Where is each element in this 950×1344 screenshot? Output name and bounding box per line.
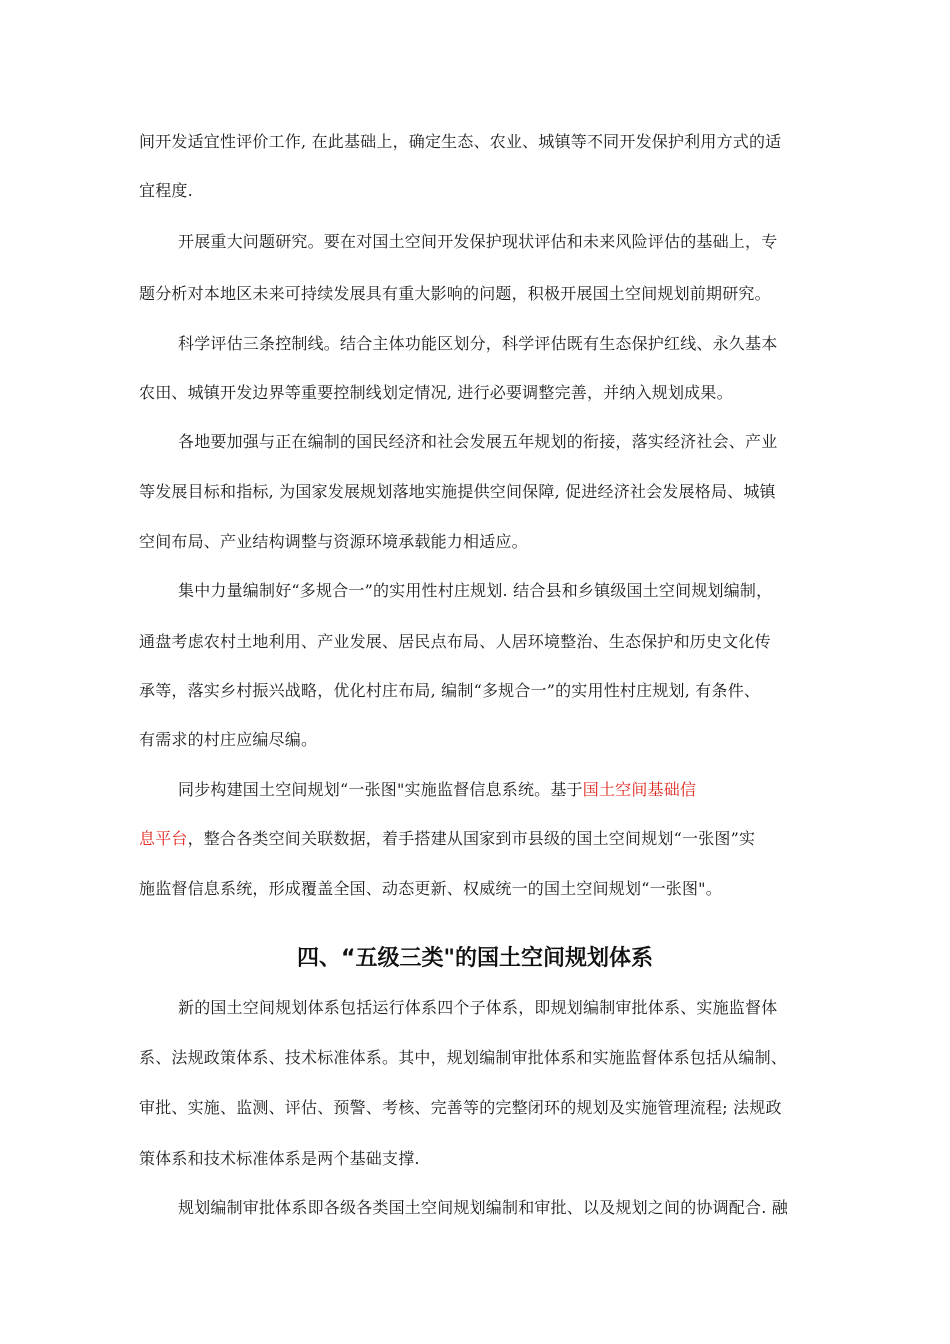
paragraph-line: 通盘考虑农村土地利用、产业发展、居民点布局、人居环境整治、生态保护和历史文化传 xyxy=(139,632,771,651)
paragraph-line: 承等，落实乡村振兴战略，优化村庄布局, 编制“多规合一”的实用性村庄规划, 有条件、 xyxy=(139,681,761,700)
paragraph-line: 审批、实施、监测、评估、预警、考核、完善等的完整闭环的规划及实施管理流程; 法规政 xyxy=(139,1098,782,1117)
paragraph-line: 农田、城镇开发边界等重要控制线划定情况, 进行必要调整完善，并纳入规划成果。 xyxy=(139,383,733,402)
paragraph-line: 等发展目标和指标, 为国家发展规划落地实施提供空间保障, 促进经济社会发展格局、城镇 xyxy=(139,482,776,501)
paragraph-line: 施监督信息系统，形成覆盖全国、动态更新、权威统一的国土空间规划“一张图"。 xyxy=(139,879,722,898)
paragraph-line: 各地要加强与正在编制的国民经济和社会发展五年规划的衔接，落实经济社会、产业 xyxy=(178,432,778,451)
paragraph-line: 空间布局、产业结构调整与资源环境承载能力相适应。 xyxy=(139,532,528,551)
paragraph-text: 同步构建国土空间规划“一张图"实施监督信息系统。基于 xyxy=(178,780,583,799)
paragraph-line xyxy=(178,780,696,800)
paragraph-line: 系、法规政策体系、技术标准体系。其中，规划编制审批体系和实施监督体系包括从编制、 xyxy=(139,1048,788,1067)
paragraph-text: ，整合各类空间关联数据，着手搭建从国家到市县级的国土空间规划“一张图”实 xyxy=(187,829,756,848)
paragraph-line: 有需求的村庄应编尽编。 xyxy=(139,730,318,749)
section-heading: 四、“五级三类"的国土空间规划体系 xyxy=(297,946,653,971)
paragraph-line: 集中力量编制好“多规合一”的实用性村庄规划. 结合县和乡镇级国土空间规划编制， xyxy=(178,581,773,600)
highlighted-link-text[interactable]: 国土空间基础信 xyxy=(582,780,697,799)
paragraph-line: 开展重大问题研究。要在对国土空间开发保护现状评估和未来风险评估的基础上，专 xyxy=(178,232,778,251)
paragraph-line: 间开发适宜性评价工作, 在此基础上，确定生态、农业、城镇等不同开发保护利用方式的适 xyxy=(139,132,782,151)
paragraph-line: 策体系和技术标准体系是两个基础支撑. xyxy=(139,1149,420,1168)
paragraph-line: 新的国土空间规划体系包括运行体系四个子体系，即规划编制审批体系、实施监督体 xyxy=(178,998,778,1017)
paragraph-line xyxy=(139,829,755,849)
paragraph-line: 科学评估三条控制线。结合主体功能区划分，科学评估既有生态保护红线、永久基本 xyxy=(178,334,778,353)
paragraph-line: 题分析对本地区未来可持续发展具有重大影响的问题，积极开展国土空间规划前期研究。 xyxy=(139,284,771,303)
paragraph-line: 规划编制审批体系即各级各类国土空间规划编制和审批、以及规划之间的协调配合. 融 xyxy=(178,1198,788,1217)
highlighted-link-text[interactable]: 息平台 xyxy=(139,829,188,848)
paragraph-line: 宜程度. xyxy=(139,181,193,200)
